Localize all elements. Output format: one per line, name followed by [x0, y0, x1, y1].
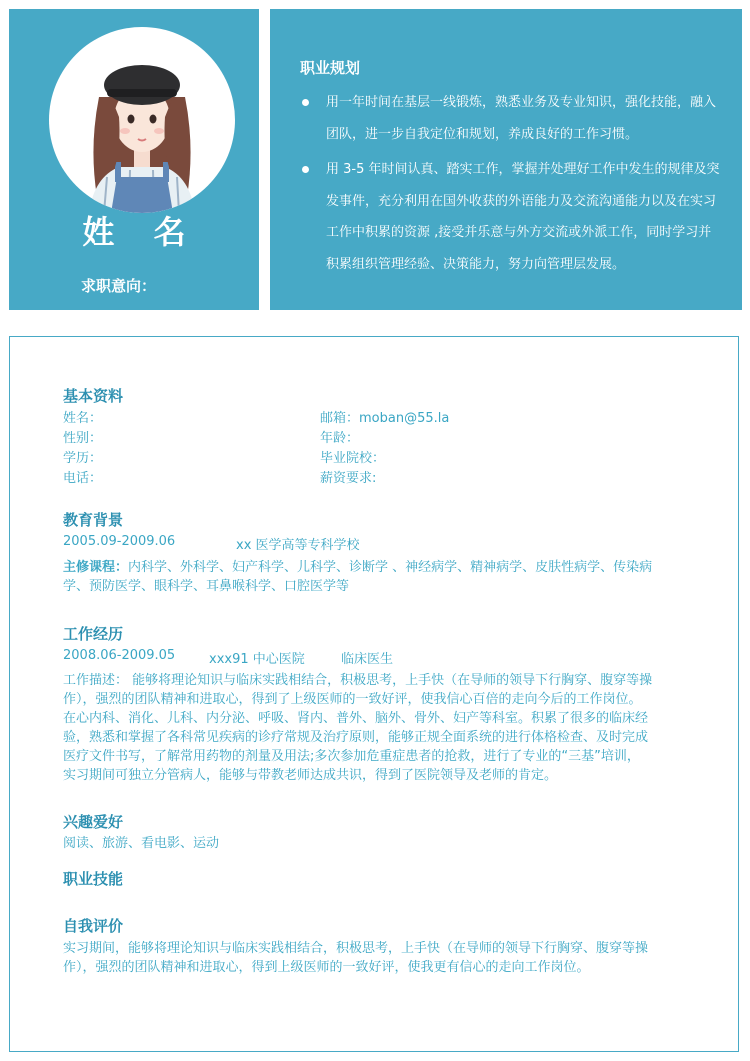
education-school: xx 医学高等专科学校: [236, 538, 360, 553]
name-field-label: 姓名：: [63, 411, 103, 426]
work-line: 验，熟悉和掌握了各科常见疾病的诊疗常规及治疗原则，能够正规全面系统的进行体格检查、及时完成: [63, 730, 649, 745]
courses-line-2: 学、预防医学、眼科学、耳鼻喉科学、口腔医学等: [63, 579, 350, 594]
career-plan-item-text: 用一年时间在基层一线锻炼，熟悉业务及专业知识，强化技能，融入团队，进一步自我定位和规划，养成良好的工作习惯。: [326, 95, 717, 142]
career-plan-item: [302, 87, 722, 150]
hobbies-title: 兴趣爱好: [63, 813, 124, 831]
education-period: 2005.09-2009.06: [63, 534, 176, 549]
courses-label: 主修课程：: [63, 560, 129, 575]
resume-body: [9, 336, 739, 1052]
work-company: xxx91 中心医院: [209, 652, 305, 667]
work-line: 工作描述： 能够将理论知识与临床实践相结合，积极思考，上手快（在导师的领导下行胸穿、腹穿等操: [63, 673, 653, 688]
gender-field-label: 性别：: [63, 431, 103, 446]
career-plan-item: [302, 154, 722, 280]
work-description: [63, 671, 703, 785]
salary-field-label: 薪资要求:: [320, 471, 377, 486]
courses-line-1: 内科学、外科学、妇产科学、儿科学、诊断学 、神经病学、精神病学、皮肤性病学、传染病: [128, 560, 653, 575]
job-intent-label: 求职意向：: [81, 277, 157, 295]
career-plan-title: 职业规划: [300, 59, 361, 77]
self-eval-line: 实习期间，能够将理论知识与临床实践相结合，积极思考，上手快（在导师的领导下行胸穿、腹穿等操: [63, 941, 649, 956]
work-line: 在心内科、消化、儿科、内分泌、呼吸、肾内、普外、脑外、骨外、妇产等科室。积累了很多的临床经: [63, 711, 649, 726]
work-line: 作），强烈的团队精神和进取心，得到了上级医师的一致好评，使我信心百倍的走向今后的工作岗位。: [63, 692, 642, 707]
career-plan-list: [302, 87, 722, 284]
phone-field-label: 电话：: [63, 471, 103, 486]
courses-paragraph: [63, 558, 703, 596]
age-field-label: 年龄：: [320, 431, 360, 446]
work-position: 临床医生: [341, 652, 394, 667]
work-line: 医疗文件书写，了解常用药物的剂量及用法;多次参加危重症患者的抢救，进行了专业的“三基”培训，: [63, 749, 640, 764]
avatar: [49, 27, 235, 213]
self-eval-line: 作），强烈的团队精神和进取心，得到上级医师的一致好评，使我更有信心的走向工作岗位。: [63, 960, 590, 975]
bullet-icon: [302, 99, 309, 106]
bullet-icon: [302, 166, 309, 173]
career-plan-panel: [270, 9, 742, 310]
skills-title: 职业技能: [63, 870, 124, 888]
work-title: 工作经历: [63, 625, 124, 643]
school-field-label: 毕业院校：: [320, 451, 386, 466]
work-period: 2008.06-2009.05: [63, 648, 176, 663]
education-title: 教育背景: [63, 511, 124, 529]
avatar-illustration-icon: [49, 27, 235, 213]
self-eval-title: 自我评价: [63, 917, 124, 935]
candidate-name: 姓 名: [82, 213, 200, 251]
self-eval-paragraph: [63, 939, 703, 977]
work-line: 实习期间可独立分管病人，能够与带教老师达成共识，得到了医院领导及老师的肯定。: [63, 768, 558, 783]
education-field-label: 学历：: [63, 451, 103, 466]
hobbies-content: 阅读、旅游、看电影、运动: [63, 836, 220, 851]
email-field-label: 邮箱：moban@55.la: [320, 411, 450, 426]
career-plan-item-text: 用 3-5 年时间认真、踏实工作，掌握并处理好工作中发生的规律及突发事件，充分利用在国外收获的外语能力及交流沟通能力以及在实习工作中积累的资源 ,接受并乐意与外方交流或外派工作，同时学习并积累组织管理经验、决策能力，努力向管理层发展。: [326, 162, 720, 272]
profile-panel: [9, 9, 259, 310]
basic-info-title: 基本资料: [63, 387, 124, 405]
